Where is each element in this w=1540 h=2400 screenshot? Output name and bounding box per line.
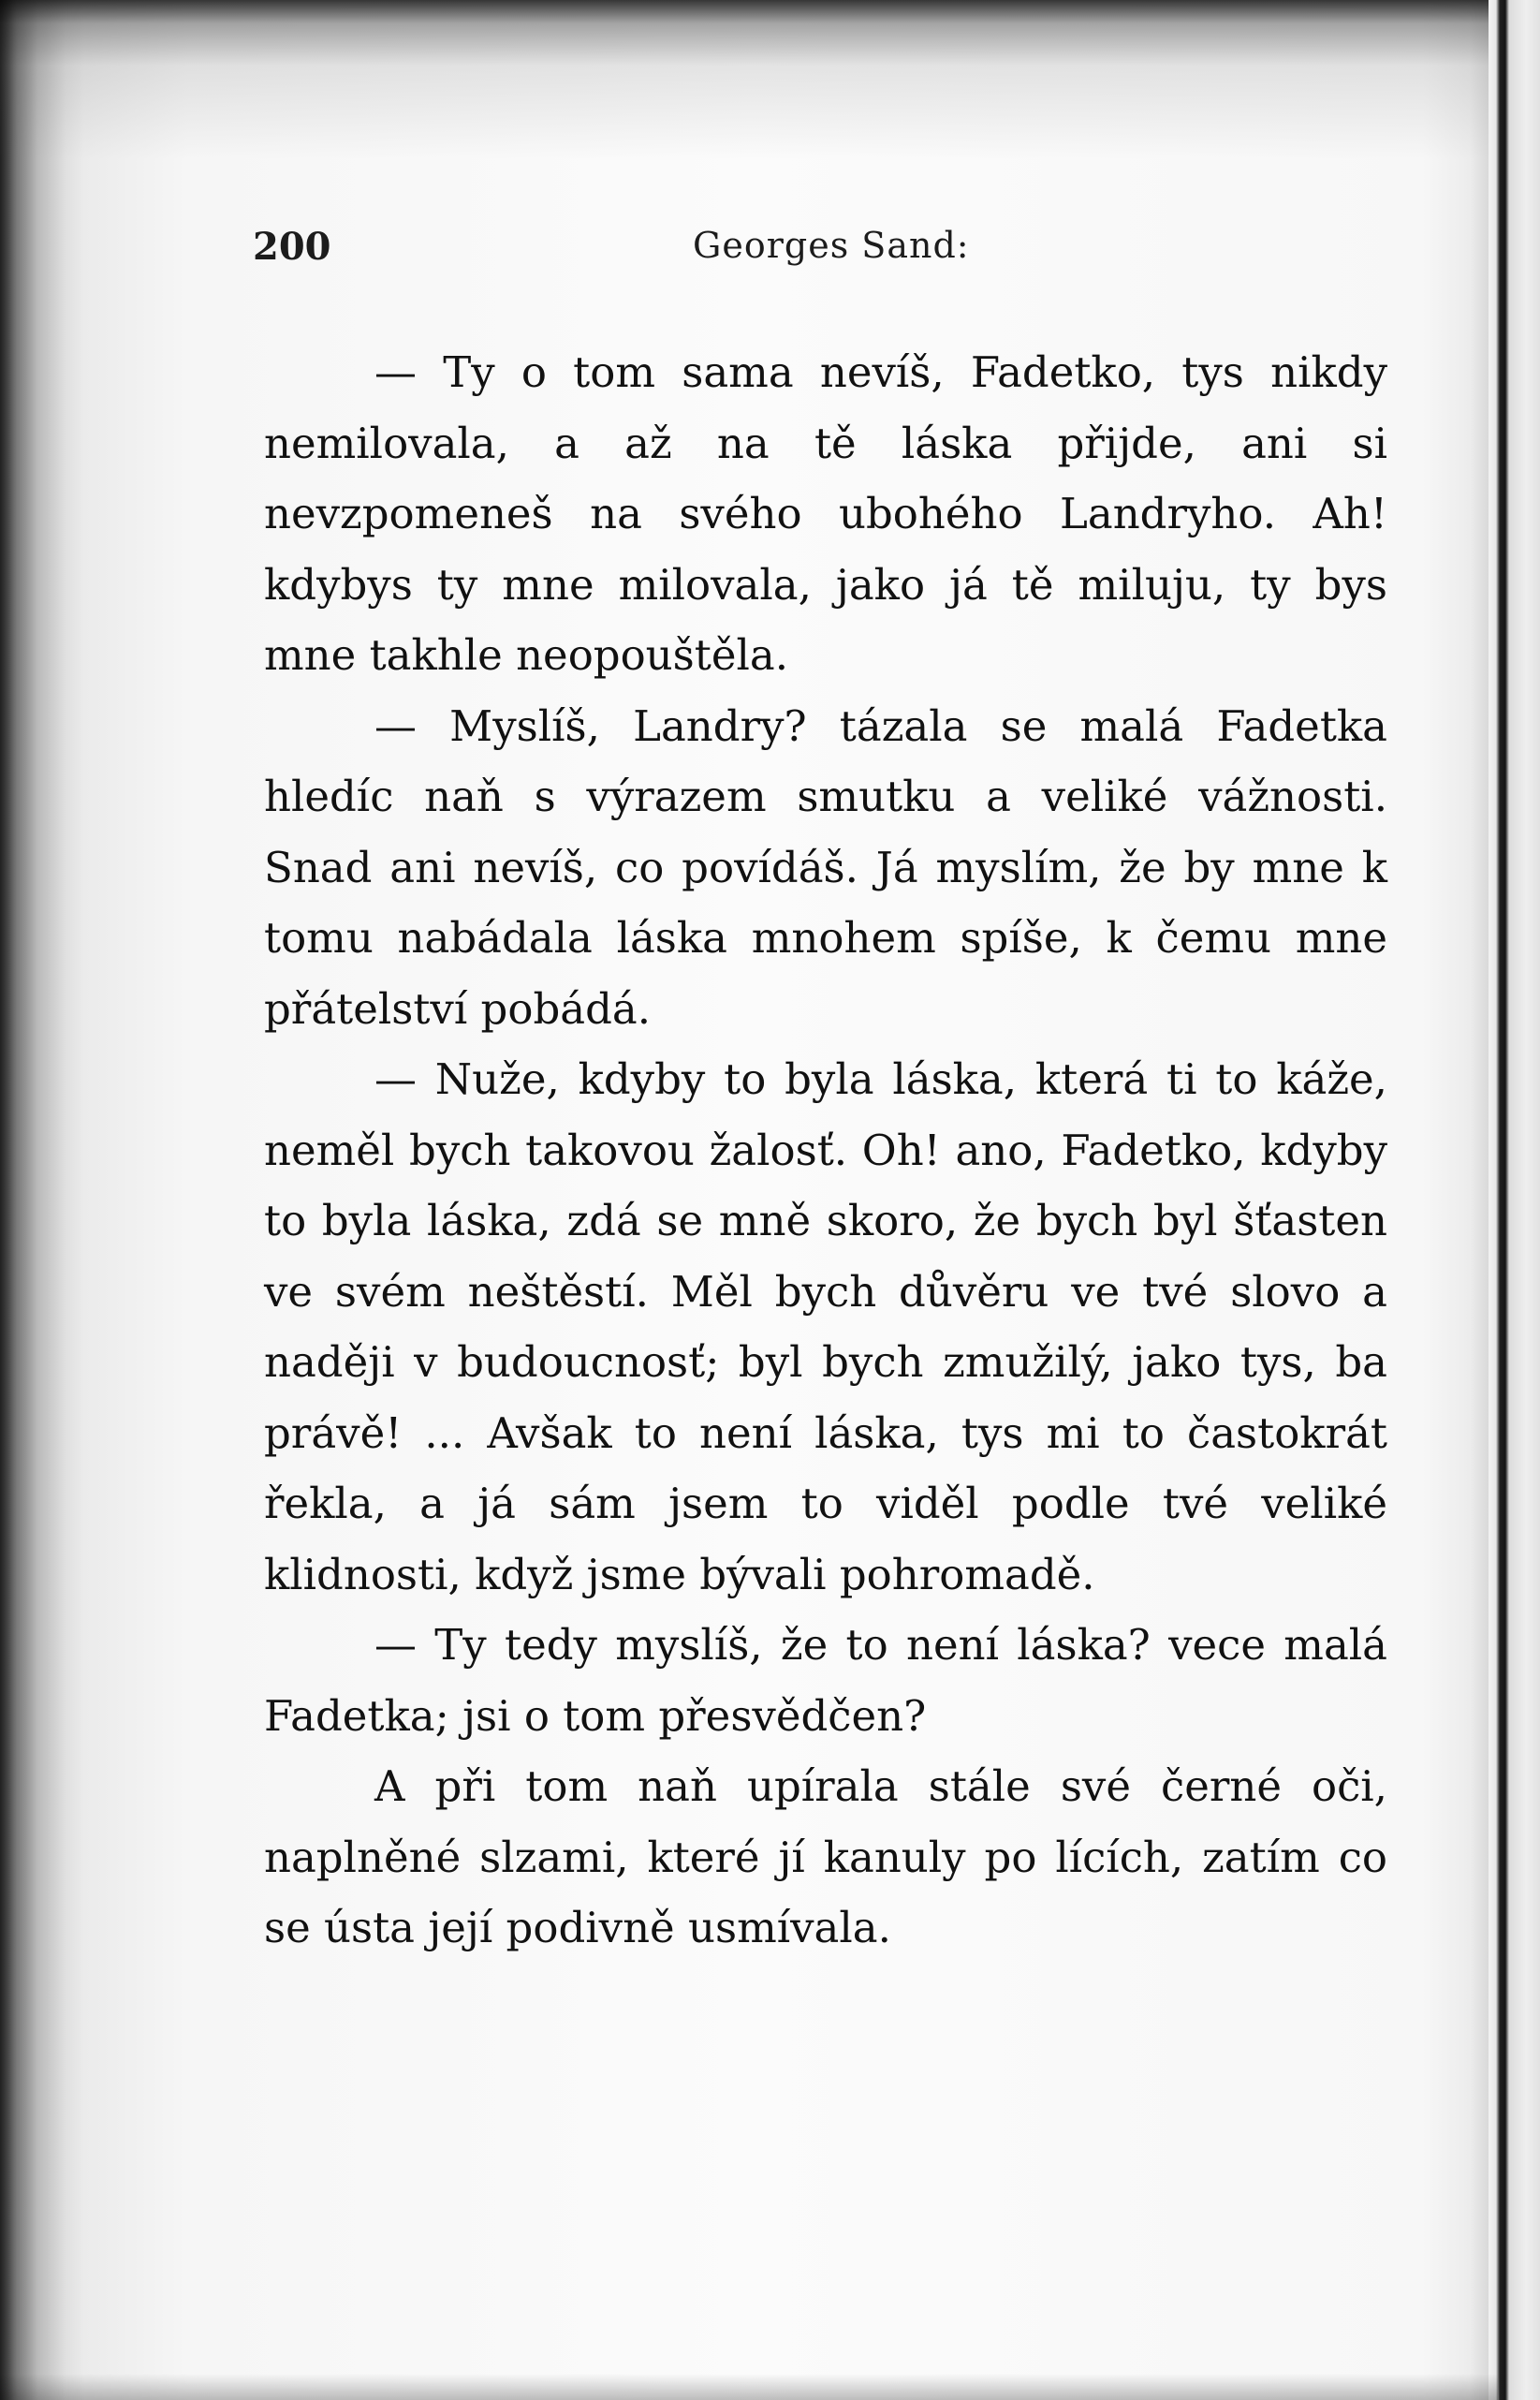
- paragraph: — Ty tedy myslíš, že to není láska? vece malá Fadetka; jsi o tom přesvědčen?: [264, 1620, 1387, 1741]
- paragraph: — Myslíš, Landry? tázala se malá Fadetka hledíc naň s výrazem smutku a veliké vážnosti. Snad ani nevíš, co povídáš. Já myslím, že by mne k tomu nabádala láska mnohem spíše, k čemu mne přátelství pobádá.: [264, 700, 1387, 1034]
- running-head: Georges Sand:: [693, 225, 970, 266]
- scan-right-edge: [1489, 0, 1540, 2400]
- page-number: 200: [253, 225, 331, 269]
- paragraph: — Nuže, kdyby to byla láska, která ti to káže, neměl bych takovou žalosť. Oh! ano, Fadetko, kdyby to byla láska, zdá se mně skoro, že bych byl šťasten ve svém neštěstí. Měl bych důvěru ve tvé slovo a naději v budoucnosť; byl bych zmužilý, jako tys, ba právě! ... Avšak to není láska, tys mi to častokrát řekla, a já sám jsem to viděl podle tvé veliké klidnosti, když jsme bývali pohromadě.: [264, 1054, 1387, 1599]
- paragraph: — Ty o tom sama nevíš, Fadetko, tys nikdy nemilovala, a až na tě láska přijde, ani si nevzpomeneš na svého ubohého Landryho. Ah! kdybys ty mne milovala, jako já tě miluju, ty bys mne takhle neopouštěla.: [264, 347, 1387, 680]
- body-text: [264, 337, 1387, 1964]
- scan-top-shadow: [0, 0, 1498, 159]
- scan-bottom-edge: [0, 2374, 1498, 2400]
- paragraph: A při tom naň upírala stále své černé oči, naplněné slzami, které jí kanuly po lících, zatím co se ústa její podivně usmívala.: [264, 1761, 1387, 1952]
- scan-gutter-shadow: [0, 0, 66, 2400]
- page-header: [253, 225, 1390, 272]
